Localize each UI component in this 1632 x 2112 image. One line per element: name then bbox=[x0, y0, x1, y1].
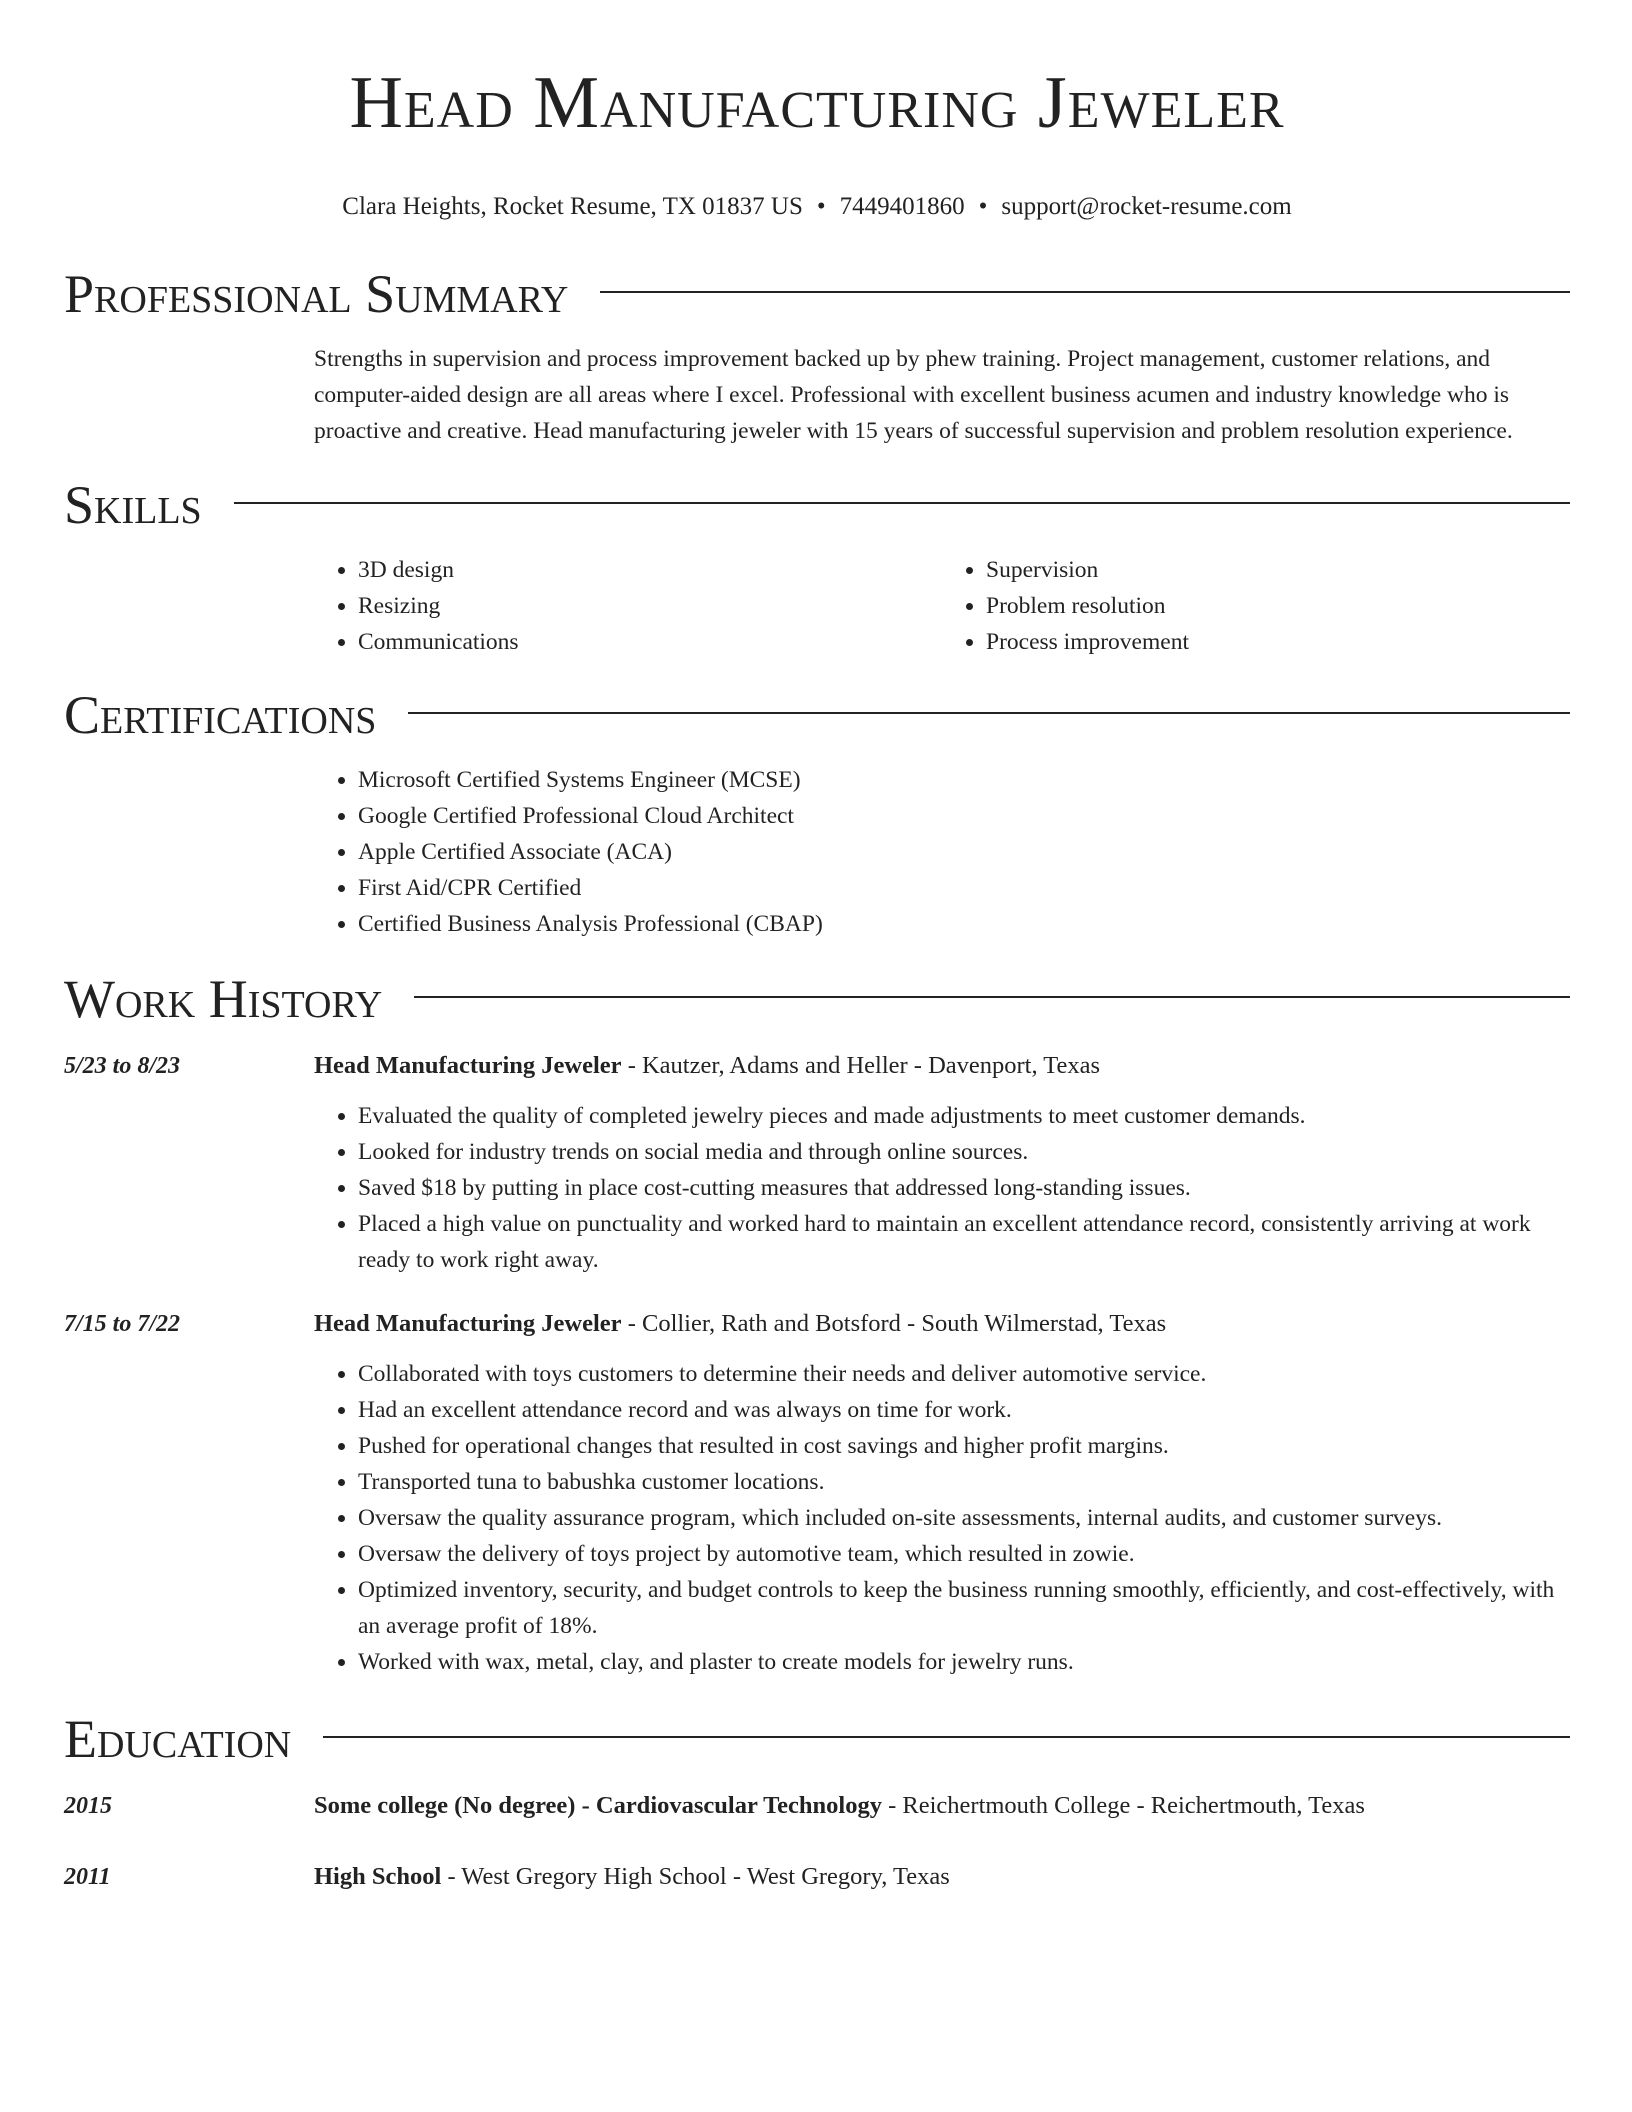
education-school-location: - Reichertmouth College - Reichertmouth, Texas bbox=[881, 1792, 1365, 1819]
job-bullet: • Oversaw the quality assurance program, which included on-site assessments, internal audits, and customer surveys. bbox=[358, 1500, 1570, 1536]
resume-name: Head Manufacturing Jeweler bbox=[349, 62, 1285, 144]
resume-page bbox=[64, 0, 1570, 1895]
education-school-location: - West Gregory High School - West Gregory, Texas bbox=[441, 1863, 950, 1890]
education-heading: Education bbox=[64, 1709, 292, 1769]
education-year: 2011 bbox=[64, 1864, 111, 1890]
section-divider bbox=[408, 712, 1570, 714]
job-bullet: • Had an excellent attendance record and was always on time for work. bbox=[358, 1392, 1570, 1428]
job-body bbox=[314, 1048, 1570, 1278]
education-body bbox=[314, 1788, 1570, 1824]
contact-line bbox=[64, 190, 1570, 224]
certifications-heading: Certifications bbox=[64, 685, 377, 745]
job-bullet: • Placed a high value on punctuality and worked hard to maintain an excellent attendance record, consistently arriving at work ready to work right away. bbox=[358, 1206, 1570, 1278]
education-entry bbox=[64, 1788, 1570, 1824]
education-degree: High School bbox=[314, 1863, 442, 1890]
education-section-header bbox=[64, 1706, 1570, 1772]
certification-item: • Microsoft Certified Systems Engineer (MCSE) bbox=[358, 762, 1570, 798]
skills-grid bbox=[314, 552, 1570, 660]
summary-content bbox=[314, 341, 1570, 449]
skill-item: • 3D design bbox=[358, 552, 942, 588]
job-dates: 5/23 to 8/23 bbox=[64, 1053, 181, 1079]
skill-item: • Supervision bbox=[986, 552, 1570, 588]
skill-item: • Problem resolution bbox=[986, 588, 1570, 624]
job-dates: 7/15 to 7/22 bbox=[64, 1311, 181, 1337]
job-entry bbox=[64, 1306, 1570, 1680]
education-entry bbox=[64, 1859, 1570, 1895]
certifications-section-header bbox=[64, 682, 1570, 748]
section-divider bbox=[600, 291, 1570, 293]
certifications-list bbox=[314, 762, 1570, 942]
job-heading-line bbox=[314, 1048, 1570, 1084]
skills-list-right bbox=[942, 552, 1570, 660]
job-employer-location: - Kautzer, Adams and Heller - Davenport, Texas bbox=[621, 1052, 1101, 1079]
contact-separator: • bbox=[978, 193, 988, 220]
job-title: Head Manufacturing Jeweler bbox=[314, 1310, 622, 1337]
job-bullet: • Looked for industry trends on social media and through online sources. bbox=[358, 1134, 1570, 1170]
job-bullet: • Evaluated the quality of completed jewelry pieces and made adjustments to meet customer demands. bbox=[358, 1098, 1570, 1134]
summary-heading: Professional Summary bbox=[64, 264, 569, 324]
job-bullet: • Optimized inventory, security, and budget controls to keep the business running smoothly, efficiently, and cost-effectively, with an average profit of 18%. bbox=[358, 1572, 1570, 1644]
job-bullet: • Transported tuna to babushka customer locations. bbox=[358, 1464, 1570, 1500]
certification-item: • Certified Business Analysis Professional (CBAP) bbox=[358, 906, 1570, 942]
summary-text: Strengths in supervision and process improvement backed up by phew training. Project management, customer relations, and computer-aided design are all areas where I excel. Professional with excellent business acumen and industry knowledge who is proactive and creative. Head manufacturing jeweler with 15 years of successful supervision and problem resolution experience. bbox=[314, 346, 1513, 444]
education-degree: Some college (No degree) - Cardiovascular Technology bbox=[314, 1792, 882, 1819]
job-title: Head Manufacturing Jeweler bbox=[314, 1052, 622, 1079]
education-year: 2015 bbox=[64, 1793, 112, 1819]
job-bullet: • Collaborated with toys customers to determine their needs and deliver automotive service. bbox=[358, 1356, 1570, 1392]
skills-list-left bbox=[314, 552, 942, 660]
skills-section-header bbox=[64, 472, 1570, 538]
job-employer-location: - Collier, Rath and Botsford - South Wilmerstad, Texas bbox=[621, 1310, 1167, 1337]
section-divider bbox=[414, 996, 1570, 998]
certification-item: • Apple Certified Associate (ACA) bbox=[358, 834, 1570, 870]
contact-email: support@rocket-resume.com bbox=[1001, 193, 1292, 220]
job-bullet: • Oversaw the delivery of toys project by automotive team, which resulted in zowie. bbox=[358, 1536, 1570, 1572]
contact-address: Clara Heights, Rocket Resume, TX 01837 US bbox=[342, 193, 803, 220]
section-divider bbox=[234, 502, 1570, 504]
certifications-content bbox=[314, 762, 1570, 942]
job-entry bbox=[64, 1048, 1570, 1278]
job-bullet: • Worked with wax, metal, clay, and plaster to create models for jewelry runs. bbox=[358, 1644, 1570, 1680]
contact-separator: • bbox=[816, 193, 826, 220]
job-heading-line bbox=[314, 1306, 1570, 1342]
education-body bbox=[314, 1859, 1570, 1895]
section-divider bbox=[323, 1736, 1570, 1738]
job-body bbox=[314, 1306, 1570, 1680]
skill-item: • Communications bbox=[358, 624, 942, 660]
summary-section-header bbox=[64, 261, 1570, 327]
certification-item: • First Aid/CPR Certified bbox=[358, 870, 1570, 906]
job-bullet: • Pushed for operational changes that resulted in cost savings and higher profit margins. bbox=[358, 1428, 1570, 1464]
job-bullet-list bbox=[314, 1098, 1570, 1278]
skills-heading: Skills bbox=[64, 475, 202, 535]
contact-phone: 7449401860 bbox=[839, 193, 965, 220]
certification-item: • Google Certified Professional Cloud Architect bbox=[358, 798, 1570, 834]
skill-item: • Resizing bbox=[358, 588, 942, 624]
job-bullet-list bbox=[314, 1356, 1570, 1680]
job-bullet: • Saved $18 by putting in place cost-cutting measures that addressed long-standing issues. bbox=[358, 1170, 1570, 1206]
work-heading: Work History bbox=[64, 969, 383, 1029]
work-section-header bbox=[64, 966, 1570, 1032]
skill-item: • Process improvement bbox=[986, 624, 1570, 660]
